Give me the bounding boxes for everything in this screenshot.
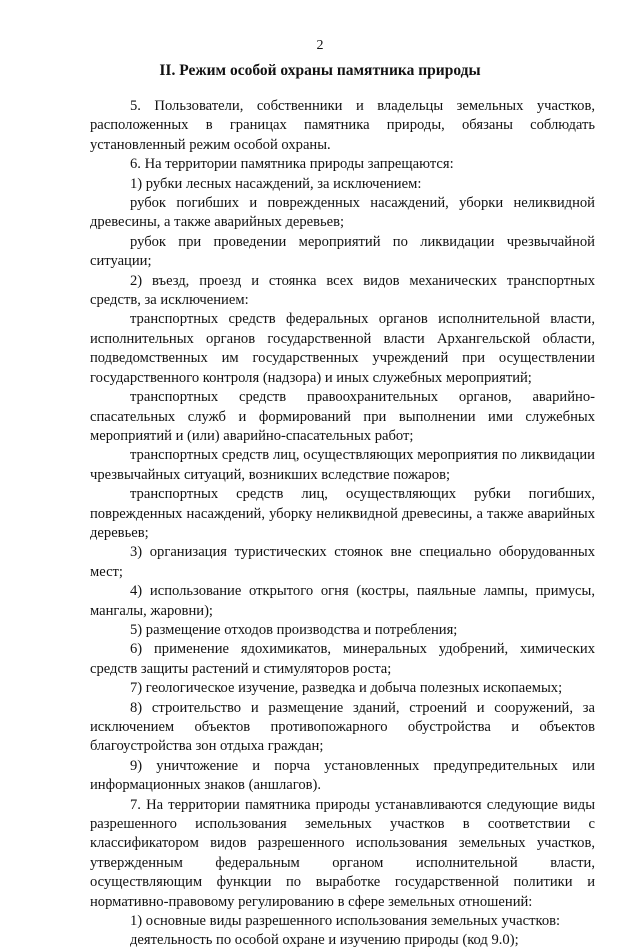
paragraph: 6. На территории памятника природы запрещаются:	[130, 156, 454, 173]
paragraph: 2) въезд, проезд и стоянка всех видов механических транспортных средств, за исключением:	[90, 272, 595, 309]
paragraph: рубок при проведении мероприятий по ликвидации чрезвычайной ситуации;	[90, 233, 595, 270]
paragraph: деятельность по особой охране и изучению природы (код 9.0);	[130, 932, 519, 949]
paragraph: 1) основные виды разрешенного использования земельных участков:	[130, 913, 561, 930]
paragraph: транспортных средств федеральных органов исполнительной власти, исполнительных органов государственной власти Архангельской области, подведомственных им государственных учреждений при осуществлении государственного контроля (надзора) и иных служебных мероприятий;	[90, 311, 595, 386]
paragraph: 9) уничтожение и порча установленных предупредительных или информационных знаков (аншлагов).	[90, 757, 595, 794]
paragraph: 5. Пользователи, собственники и владельцы земельных участков, расположенных в границах памятника природы, обязаны соблюдать установленный режим особой охраны.	[90, 98, 595, 153]
paragraph: 5) размещение отходов производства и потребления;	[130, 621, 458, 638]
paragraph: 1) рубки лесных насаждений, за исключением:	[130, 175, 422, 192]
paragraph: рубок погибших и поврежденных насаждений, уборки неликвидной древесины, а также аварийных деревьев;	[90, 195, 595, 231]
paragraph: 7) геологическое изучение, разведка и добыча полезных ископаемых;	[130, 680, 563, 697]
paragraph: транспортных средств правоохранительных органов, аварийно-спасательных служб и формирований при выполнении ими служебных мероприятий и (или) аварийно-спасательных работ;	[90, 389, 595, 444]
document-body	[90, 97, 595, 951]
paragraph: 4) использование открытого огня (костры, паяльные лампы, примусы, мангалы, жаровни);	[90, 583, 595, 619]
paragraph: 3) организация туристических стоянок вне специально оборудованных мест;	[90, 544, 595, 580]
section-title: II. Режим особой охраны памятника природы	[159, 62, 481, 79]
page-number: 2	[316, 38, 324, 53]
paragraph: 7. На территории памятника природы устанавливаются следующие виды разрешенного использования земельных участков в соответствии с классификатором видов разрешенного использования земельных участков, утвержденным федеральным органом исполнительной власти, осуществляющим функции по выработке государственной политики и нормативно-правовому регулированию в сфере земельных отношений:	[90, 796, 595, 910]
paragraph: транспортных средств лиц, осуществляющих мероприятия по ликвидации чрезвычайных ситуаций, возникших вследствие пожаров;	[90, 447, 595, 483]
paragraph: 8) строительство и размещение зданий, строений и сооружений, за исключением объектов противопожарного обустройства и объектов благоустройства зон отдыха граждан;	[90, 699, 595, 755]
paragraph: транспортных средств лиц, осуществляющих рубки погибших, поврежденных насаждений, уборку неликвидной древесины, а также аварийных деревьев;	[90, 486, 595, 541]
paragraph: 6) применение ядохимикатов, минеральных удобрений, химических средств защиты растений и стимуляторов роста;	[90, 641, 595, 677]
